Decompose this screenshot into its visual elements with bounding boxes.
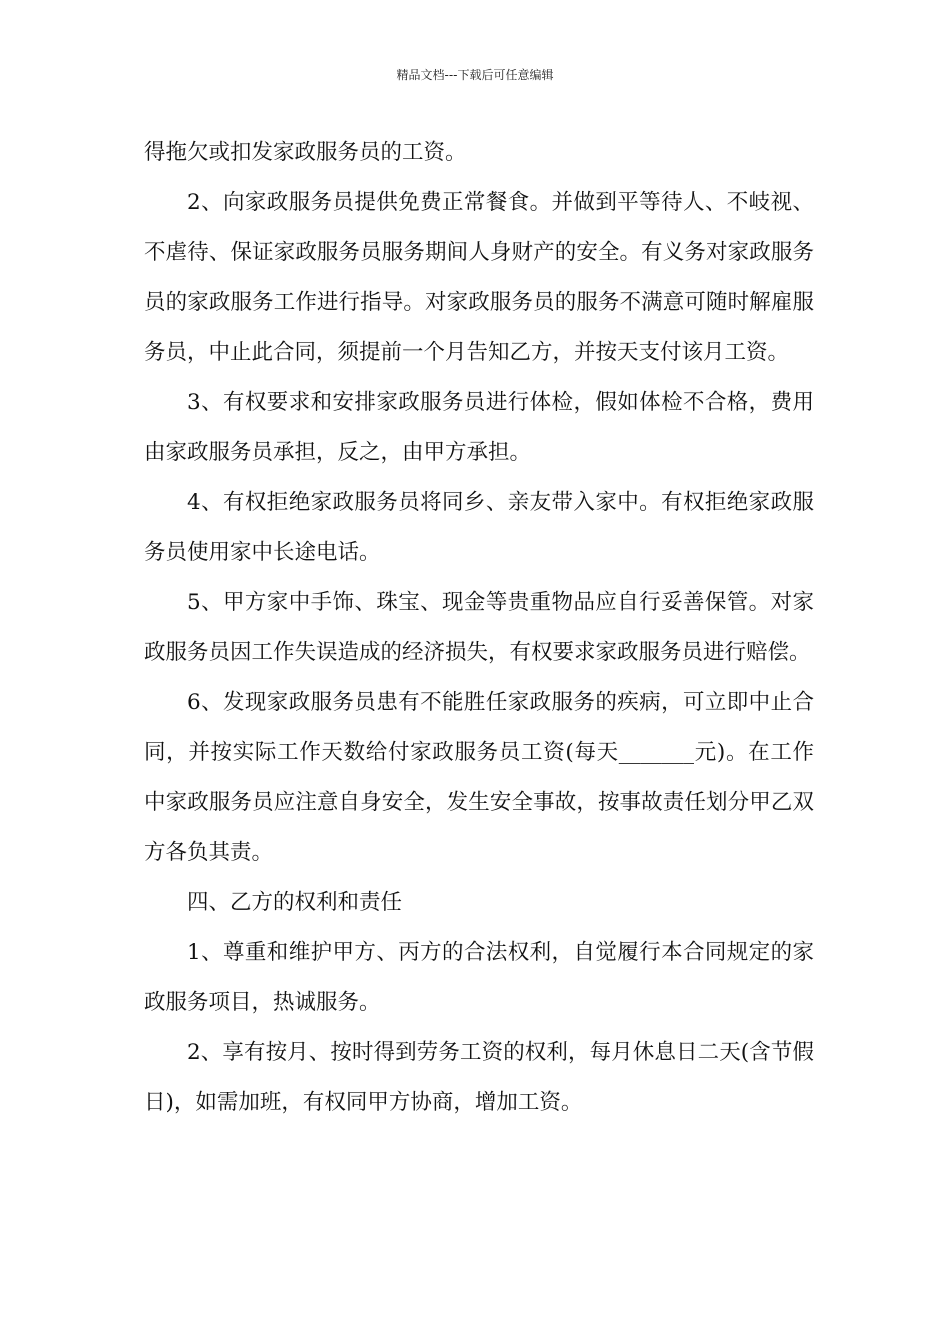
section-heading: 四、乙方的权利和责任 <box>187 890 403 915</box>
paragraph: 2、享有按月、按时得到劳务工资的权利，每月休息日二天(含节假日)，如需加班，有权同甲方协商，增加工资。 <box>144 1040 814 1115</box>
paragraph: 3、有权要求和安排家政服务员进行体检，假如体检不合格，费用由家政服务员承担，反之，由甲方承担。 <box>144 390 814 465</box>
paragraph: 2、向家政服务员提供免费正常餐食。并做到平等待人、不岐视、不虐待、保证家政服务员服务期间人身财产的安全。有义务对家政服务员的家政服务工作进行指导。对家政服务员的服务不满意可随时解雇服务员，中止此合同，须提前一个月告知乙方，并按天支付该月工资。 <box>144 190 814 365</box>
paragraph: 4、有权拒绝家政服务员将同乡、亲友带入家中。有权拒绝家政服务员使用家中长途电话。 <box>144 490 814 565</box>
page-header: 精品文档---下载后可任意编辑 <box>396 68 554 82</box>
paragraph: 5、甲方家中手饰、珠宝、现金等贵重物品应自行妥善保管。对家政服务员因工作失误造成的经济损失，有权要求家政服务员进行赔偿。 <box>144 590 814 665</box>
paragraph: 得拖欠或扣发家政服务员的工资。 <box>144 140 467 165</box>
document-body <box>144 128 814 1128</box>
paragraph: 6、发现家政服务员患有不能胜任家政服务的疾病，可立即中止合同，并按实际工作天数给付家政服务员工资(每天_______元)。在工作中家政服务员应注意自身安全，发生安全事故，按事故责任划分甲乙双方各负其责。 <box>144 690 814 865</box>
paragraph: 1、尊重和维护甲方、丙方的合法权利，自觉履行本合同规定的家政服务项目，热诚服务。 <box>144 940 814 1015</box>
